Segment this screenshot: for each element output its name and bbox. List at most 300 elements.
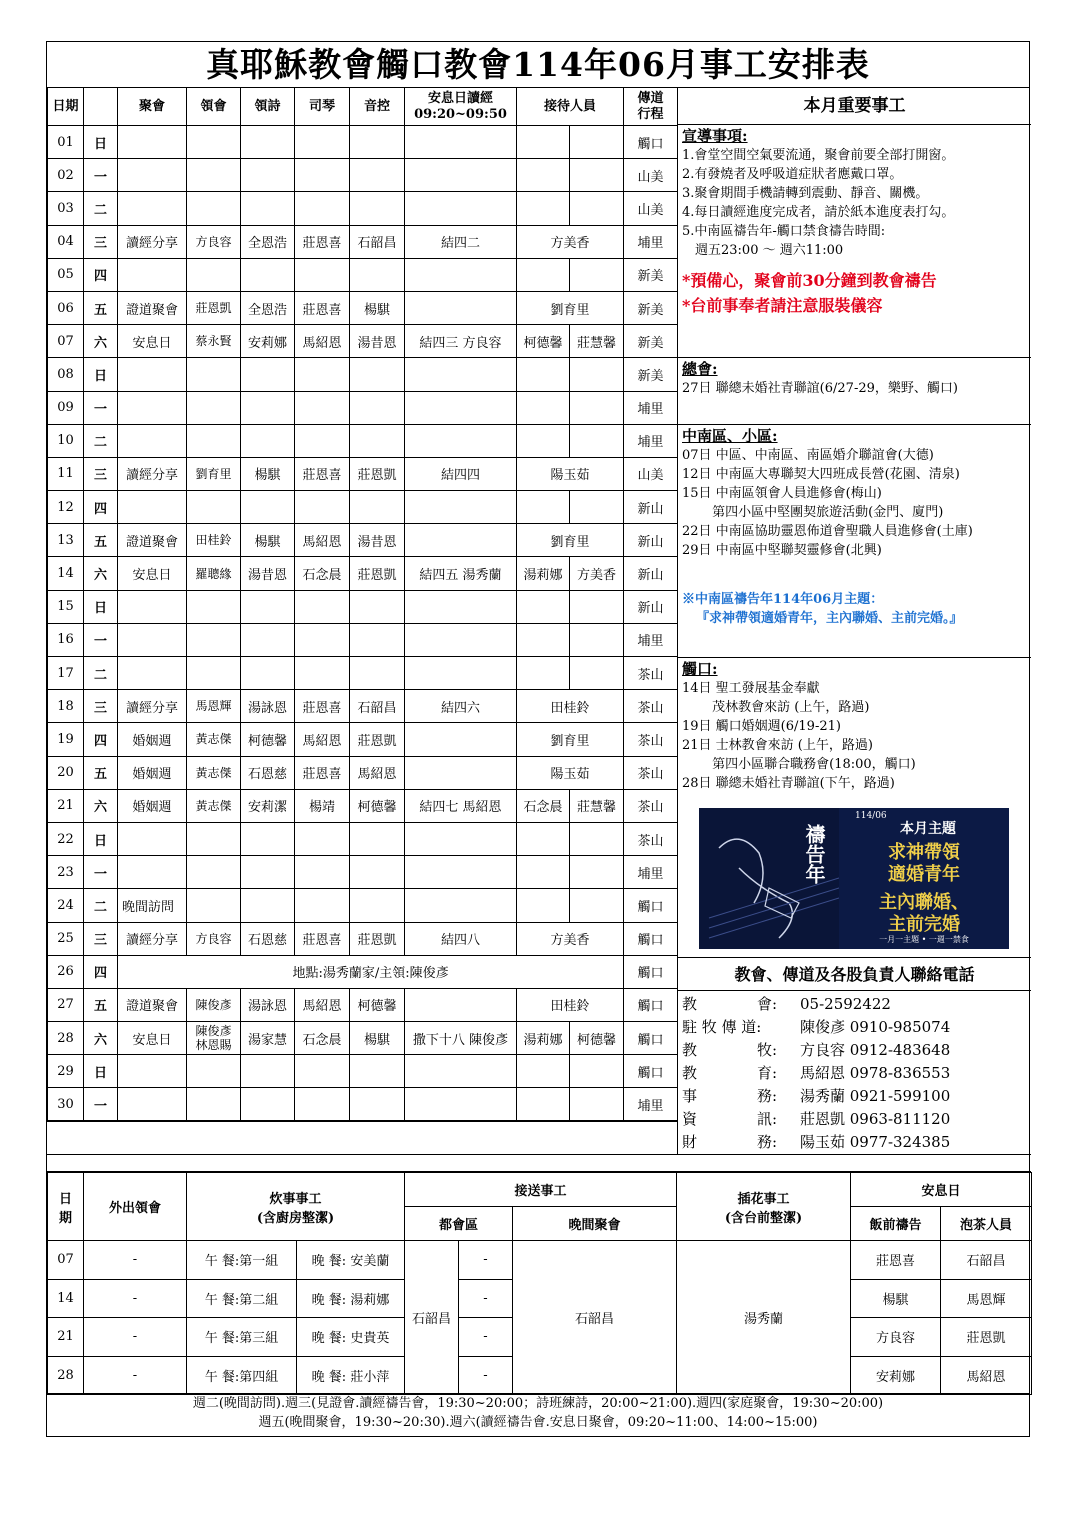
reading-cell	[405, 822, 517, 855]
leader-cell	[187, 856, 241, 889]
leader-cell: 方良容	[187, 922, 241, 955]
reading-cell	[405, 756, 517, 789]
weekday-cell: 一	[84, 159, 118, 192]
sound-cell: 莊恩凱	[350, 557, 405, 590]
leader-cell	[187, 491, 241, 524]
hymn-leader-cell	[241, 1055, 295, 1088]
schedule-sheet	[46, 41, 1030, 1437]
reception-cell: 陽玉茹	[517, 756, 624, 789]
date-cell: 16	[48, 623, 84, 656]
date-cell: 20	[48, 756, 84, 789]
red-note-1: *預備心，聚會前30分鐘到教會禱告	[682, 271, 937, 290]
meeting-cell	[118, 1088, 187, 1121]
pianist-cell: 莊恩喜	[295, 225, 350, 258]
reception-cell-2	[570, 159, 624, 192]
weekday-cell: 日	[84, 126, 118, 159]
header-hymn: 領詩	[241, 88, 295, 126]
local-item: 14日 聖工發展基金奉獻	[682, 681, 820, 696]
meeting-cell: 證道聚會	[118, 524, 187, 557]
local-item: 28日 聯總未婚社青聯誼(下午，路過)	[682, 776, 895, 791]
leader-cell: 蔡永賢	[187, 325, 241, 358]
local-list	[682, 679, 1027, 793]
meeting-cell	[118, 424, 187, 457]
leader-cell	[187, 391, 241, 424]
meeting-cell: 證道聚會	[118, 988, 187, 1021]
sound-cell: 柯德馨	[350, 988, 405, 1021]
schedule-row	[48, 988, 678, 1021]
weekday-cell: 日	[84, 590, 118, 623]
header-date: 日期	[48, 88, 84, 126]
header-reading: 安息日讀經 09:20~09:50	[405, 88, 517, 126]
reception-cell-2: 方美香	[570, 557, 624, 590]
duty-header-sabbath: 安息日	[851, 1173, 1032, 1207]
schedule-row	[48, 225, 678, 258]
date-cell: 19	[48, 723, 84, 756]
reading-cell: 結四七 馬紹恩	[405, 789, 517, 822]
pianist-cell	[295, 623, 350, 656]
date-cell: 09	[48, 391, 84, 424]
contact-value: 馬紹恩 0978-836553	[800, 1064, 951, 1082]
duty-grace-cell: 莊恩喜	[851, 1241, 941, 1280]
itinerary-cell: 新山	[624, 590, 678, 623]
leader-cell: 黃志傑	[187, 756, 241, 789]
reception-cell-1	[517, 424, 570, 457]
reception-cell: 田桂鈴	[517, 988, 624, 1021]
pianist-cell: 莊恩喜	[295, 291, 350, 324]
contact-row	[682, 1131, 1027, 1154]
contact-list	[677, 991, 1031, 1154]
duty-dinner-cell: 晚 餐: 莊小萍	[297, 1356, 405, 1395]
schedule-row	[48, 590, 678, 623]
weekday-cell: 三	[84, 922, 118, 955]
duty-lunch-cell: 午 餐:第一組	[187, 1241, 297, 1280]
local-item: 19日 觸口婚姻週(6/19-21)	[682, 719, 841, 734]
local-item: 21日 士林教會來訪 (上午，路過)	[682, 738, 873, 753]
leader-cell	[187, 192, 241, 225]
reception-cell-1	[517, 657, 570, 690]
reception-cell: 田桂鈴	[517, 690, 624, 723]
reception-cell-1	[517, 358, 570, 391]
weekday-cell: 五	[84, 291, 118, 324]
schedule-row	[48, 922, 678, 955]
reception-cell: 方美香	[517, 922, 624, 955]
reception-cell-2	[570, 192, 624, 225]
sound-cell: 湯昔恩	[350, 524, 405, 557]
leader-cell	[187, 657, 241, 690]
sound-cell	[350, 623, 405, 656]
schedule-row	[48, 789, 678, 822]
reception-cell-1	[517, 889, 570, 922]
hymn-leader-cell	[241, 192, 295, 225]
contact-value: 方良容 0912-483648	[800, 1041, 951, 1059]
leader-cell: 陳俊彥 林恩賜	[187, 1022, 241, 1055]
reading-cell	[405, 623, 517, 656]
duty-date-cell: 21	[48, 1318, 84, 1357]
date-cell: 05	[48, 258, 84, 291]
date-cell: 01	[48, 126, 84, 159]
hymn-leader-cell	[241, 856, 295, 889]
itinerary-cell: 山美	[624, 192, 678, 225]
reception-cell-2	[570, 889, 624, 922]
duty-out-cell: -	[84, 1318, 187, 1357]
reading-cell	[405, 856, 517, 889]
theme-banner	[699, 808, 1009, 949]
pianist-cell	[295, 1088, 350, 1121]
sound-cell	[350, 424, 405, 457]
leader-cell	[187, 822, 241, 855]
reception-cell: 劉育里	[517, 524, 624, 557]
hymn-leader-cell: 楊騏	[241, 457, 295, 490]
weekday-cell: 四	[84, 955, 118, 988]
itinerary-cell: 山美	[624, 457, 678, 490]
meeting-cell	[118, 258, 187, 291]
schedule-row	[48, 491, 678, 524]
itinerary-cell: 茶山	[624, 657, 678, 690]
duty-tea-cell: 馬恩輝	[941, 1279, 1032, 1318]
itinerary-cell: 觸口	[624, 955, 678, 988]
meeting-cell	[118, 623, 187, 656]
pianist-cell	[295, 358, 350, 391]
pianist-cell: 莊恩喜	[295, 690, 350, 723]
reception-cell-1	[517, 491, 570, 524]
contact-role: 教 育:	[682, 1064, 778, 1082]
sound-cell	[350, 822, 405, 855]
hymn-leader-cell: 湯家慧	[241, 1022, 295, 1055]
sound-cell: 湯昔恩	[350, 325, 405, 358]
date-cell: 15	[48, 590, 84, 623]
contact-row	[682, 1108, 1027, 1131]
duty-lunch-cell: 午 餐:第二組	[187, 1279, 297, 1318]
reading-cell	[405, 391, 517, 424]
leader-cell: 黃志傑	[187, 789, 241, 822]
duty-header-evening: 晚間聚會	[513, 1207, 677, 1241]
schedule-row	[48, 856, 678, 889]
pianist-cell	[295, 491, 350, 524]
reception-cell-2	[570, 657, 624, 690]
reception-cell-2	[570, 126, 624, 159]
location-note-cell: 地點:湯秀蘭家/主領:陳俊彥	[118, 955, 624, 988]
sound-cell: 莊恩凱	[350, 457, 405, 490]
duty-evening-cell: 石韶昌	[513, 1241, 677, 1395]
section-divider	[47, 1154, 1031, 1172]
duty-city-dash-cell: -	[459, 1356, 513, 1395]
contact-row	[682, 1062, 1027, 1085]
pianist-cell: 馬紹恩	[295, 988, 350, 1021]
duty-date-cell: 14	[48, 1279, 84, 1318]
schedule-row	[48, 291, 678, 324]
reading-cell	[405, 524, 517, 557]
itinerary-cell: 山美	[624, 159, 678, 192]
schedule-row	[48, 756, 678, 789]
duty-date-cell: 28	[48, 1356, 84, 1395]
reception-cell-2	[570, 424, 624, 457]
banner-line-4: 主前完婚	[888, 914, 960, 935]
date-cell: 23	[48, 856, 84, 889]
reading-cell	[405, 491, 517, 524]
reading-cell	[405, 1088, 517, 1121]
itinerary-cell: 觸口	[624, 1022, 678, 1055]
banner-month: 114/06	[855, 811, 887, 821]
itinerary-cell: 茶山	[624, 789, 678, 822]
reception-cell-1: 湯莉娜	[517, 557, 570, 590]
hymn-leader-cell: 石恩慈	[241, 756, 295, 789]
pianist-cell	[295, 126, 350, 159]
reading-cell	[405, 723, 517, 756]
pianist-cell	[295, 657, 350, 690]
meeting-cell	[118, 391, 187, 424]
reading-cell: 結四五 湯秀蘭	[405, 557, 517, 590]
sound-cell: 莊恩凱	[350, 723, 405, 756]
weekday-cell: 三	[84, 225, 118, 258]
reception-cell-2	[570, 590, 624, 623]
duty-table	[47, 1172, 1032, 1395]
weekday-cell: 二	[84, 192, 118, 225]
contact-role: 財 務:	[682, 1133, 778, 1151]
schedule-row	[48, 1022, 678, 1055]
schedule-header-row	[48, 88, 678, 126]
sound-cell	[350, 159, 405, 192]
promo-item: 1.會堂空間空氣要流通，聚會前要全部打開窗。	[682, 148, 955, 163]
banner-left-panel	[699, 808, 839, 949]
region-heading: 中南區、小區:	[682, 427, 778, 445]
sound-cell	[350, 491, 405, 524]
reception-cell-2	[570, 258, 624, 291]
pianist-cell	[295, 590, 350, 623]
reading-cell	[405, 424, 517, 457]
date-cell: 30	[48, 1088, 84, 1121]
leader-cell	[187, 1055, 241, 1088]
sound-cell	[350, 391, 405, 424]
hymn-leader-cell: 石恩慈	[241, 922, 295, 955]
hymn-leader-cell	[241, 424, 295, 457]
header-itinerary: 傳道 行程	[624, 88, 678, 126]
weekday-cell: 日	[84, 1055, 118, 1088]
duty-header-grace: 飯前禱告	[851, 1207, 941, 1241]
hymn-leader-cell: 安莉娜	[241, 325, 295, 358]
schedule-row	[48, 258, 678, 291]
promo-list	[682, 146, 1027, 260]
contact-row	[682, 1085, 1027, 1108]
promo-item: 週五23:00 ～ 週六11:00	[682, 243, 844, 258]
itinerary-cell: 茶山	[624, 690, 678, 723]
date-cell: 14	[48, 557, 84, 590]
meeting-cell: 讀經分享	[118, 225, 187, 258]
schedule-row	[48, 325, 678, 358]
pianist-cell: 莊恩喜	[295, 756, 350, 789]
reading-cell: 結四二	[405, 225, 517, 258]
sound-cell: 柯德馨	[350, 789, 405, 822]
schedule-row	[48, 657, 678, 690]
date-cell: 11	[48, 457, 84, 490]
contact-row	[682, 993, 1027, 1016]
region-list	[682, 446, 1027, 560]
weekly-note-line-1: 週二(晚間訪問).週三(見證會.讀經禱告會，19:30~20:00；詩班練詩，20:00~21:00).週四(家庭聚會，19:30~20:00)	[192, 1396, 884, 1411]
promo-item: 4.每日讀經進度完成者，請於紙本進度表打勾。	[682, 205, 955, 220]
hymn-leader-cell	[241, 159, 295, 192]
schedule-row	[48, 358, 678, 391]
reception-cell-2	[570, 1055, 624, 1088]
hymn-leader-cell: 全恩浩	[241, 225, 295, 258]
hymn-leader-cell	[241, 657, 295, 690]
meeting-cell: 安息日	[118, 1022, 187, 1055]
promo-item: 5.中南區禱告年-觸口禁食禱告時間:	[682, 224, 886, 239]
reading-cell	[405, 358, 517, 391]
leader-cell	[187, 159, 241, 192]
meeting-cell	[118, 159, 187, 192]
date-cell: 02	[48, 159, 84, 192]
weekday-cell: 五	[84, 524, 118, 557]
leader-cell	[187, 889, 241, 922]
banner-prayer-year: 禱告年	[802, 824, 826, 884]
reception-cell-1	[517, 258, 570, 291]
meeting-cell: 婚姻週	[118, 756, 187, 789]
meeting-cell: 婚姻週	[118, 723, 187, 756]
banner-line-3: 主內聯婚、	[879, 892, 969, 913]
region-section	[677, 425, 1031, 658]
weekday-cell: 五	[84, 988, 118, 1021]
reception-cell-1	[517, 822, 570, 855]
itinerary-cell: 觸口	[624, 922, 678, 955]
pianist-cell	[295, 1055, 350, 1088]
weekday-cell: 一	[84, 856, 118, 889]
region-theme-text: 『求神帶領適婚青年，主內聯婚、主前完婚。』	[696, 611, 963, 626]
contact-row	[682, 1039, 1027, 1062]
duty-city-dash-cell: -	[459, 1279, 513, 1318]
schedule-row	[48, 524, 678, 557]
reception-cell-1	[517, 623, 570, 656]
pianist-cell	[295, 424, 350, 457]
schedule-row	[48, 723, 678, 756]
duty-header-cook: 炊事事工 (含廚房整潔)	[187, 1173, 405, 1241]
itinerary-cell: 茶山	[624, 756, 678, 789]
header-sound: 音控	[350, 88, 405, 126]
itinerary-cell: 新山	[624, 491, 678, 524]
itinerary-cell: 新美	[624, 358, 678, 391]
weekday-cell: 三	[84, 690, 118, 723]
promo-item: 2.有發燒者及呼吸道症狀者應戴口罩。	[682, 167, 903, 182]
duty-row	[48, 1241, 1032, 1280]
sound-cell: 石韶昌	[350, 225, 405, 258]
pianist-cell	[295, 889, 350, 922]
reception-cell-1: 柯德馨	[517, 325, 570, 358]
side-heading: 本月重要事工	[677, 87, 1031, 125]
duty-lunch-cell: 午 餐:第三組	[187, 1318, 297, 1357]
sound-cell: 楊騏	[350, 1022, 405, 1055]
duty-out-cell: -	[84, 1356, 187, 1395]
reading-cell	[405, 192, 517, 225]
meeting-cell: 讀經分享	[118, 922, 187, 955]
sound-cell: 石韶昌	[350, 690, 405, 723]
reception-cell-1	[517, 126, 570, 159]
hymn-leader-cell	[241, 623, 295, 656]
general-heading: 總會:	[682, 360, 718, 378]
duty-dinner-cell: 晚 餐: 湯莉娜	[297, 1279, 405, 1318]
header-leader: 領會	[187, 88, 241, 126]
leader-cell	[187, 1088, 241, 1121]
region-item: 29日 中南區中堅聯契靈修會(北興)	[682, 543, 882, 558]
region-item: 07日 中區、中南區、南區婚介聯誼會(大德)	[682, 448, 934, 463]
hymn-leader-cell	[241, 491, 295, 524]
reception-cell-2	[570, 822, 624, 855]
schedule-table	[47, 87, 678, 1122]
leader-cell: 田桂鈴	[187, 524, 241, 557]
leader-cell: 劉育里	[187, 457, 241, 490]
header-meeting: 聚會	[118, 88, 187, 126]
hymn-leader-cell	[241, 358, 295, 391]
date-cell: 25	[48, 922, 84, 955]
leader-cell	[187, 590, 241, 623]
reading-cell	[405, 889, 517, 922]
red-note-2: *台前事奉者請注意服裝儀容	[682, 296, 883, 315]
reading-cell	[405, 988, 517, 1021]
region-item: 15日 中南區領會人員進修會(梅山)	[682, 486, 882, 501]
itinerary-cell: 埔里	[624, 856, 678, 889]
hymn-leader-cell	[241, 590, 295, 623]
meeting-cell: 安息日	[118, 325, 187, 358]
date-cell: 28	[48, 1022, 84, 1055]
itinerary-cell: 觸口	[624, 1055, 678, 1088]
region-item: 12日 中南區大專聯契大四班成長營(花園、清泉)	[682, 467, 960, 482]
contact-role: 教 會:	[682, 995, 778, 1013]
duty-dinner-cell: 晚 餐: 史貴英	[297, 1318, 405, 1357]
reading-cell: 撒下十八 陳俊彥	[405, 1022, 517, 1055]
reception-cell-2: 莊慧馨	[570, 789, 624, 822]
reading-cell	[405, 126, 517, 159]
meeting-cell	[118, 192, 187, 225]
contact-value: 莊恩凱 0963-811120	[800, 1110, 951, 1128]
itinerary-cell: 埔里	[624, 391, 678, 424]
meeting-cell: 讀經分享	[118, 690, 187, 723]
hymn-leader-cell	[241, 1088, 295, 1121]
date-cell: 21	[48, 789, 84, 822]
promo-item: 3.聚會期間手機請轉到震動、靜音、關機。	[682, 186, 929, 201]
itinerary-cell: 新山	[624, 557, 678, 590]
pianist-cell: 莊恩喜	[295, 457, 350, 490]
sound-cell	[350, 657, 405, 690]
reception-cell-2	[570, 856, 624, 889]
sound-cell: 莊恩凱	[350, 922, 405, 955]
reception-cell-1: 石念晨	[517, 789, 570, 822]
schedule-blank-row	[47, 1120, 677, 1154]
sound-cell: 楊騏	[350, 291, 405, 324]
promo-heading: 宣導事項:	[682, 127, 748, 145]
leader-cell: 羅聰緣	[187, 557, 241, 590]
reception-cell-2	[570, 358, 624, 391]
contact-value: 陳俊彥 0910-985074	[800, 1018, 951, 1036]
duty-date-cell: 07	[48, 1241, 84, 1280]
reception-cell-1	[517, 391, 570, 424]
date-cell: 18	[48, 690, 84, 723]
reception-cell-2	[570, 1088, 624, 1121]
meeting-cell: 婚姻週	[118, 789, 187, 822]
itinerary-cell: 埔里	[624, 1088, 678, 1121]
pianist-cell: 楊靖	[295, 789, 350, 822]
weekday-cell: 日	[84, 822, 118, 855]
schedule-row	[48, 889, 678, 922]
sound-cell	[350, 1088, 405, 1121]
weekday-cell: 二	[84, 424, 118, 457]
pianist-cell	[295, 159, 350, 192]
sound-cell: 馬紹恩	[350, 756, 405, 789]
date-cell: 10	[48, 424, 84, 457]
contact-row	[682, 1016, 1027, 1039]
duty-tea-cell: 石韶昌	[941, 1241, 1032, 1280]
meeting-cell: 安息日	[118, 557, 187, 590]
duty-lunch-cell: 午 餐:第四組	[187, 1356, 297, 1395]
duty-tea-cell: 馬紹恩	[941, 1356, 1032, 1395]
banner-label: 本月主題	[900, 821, 956, 837]
weekday-cell: 六	[84, 325, 118, 358]
